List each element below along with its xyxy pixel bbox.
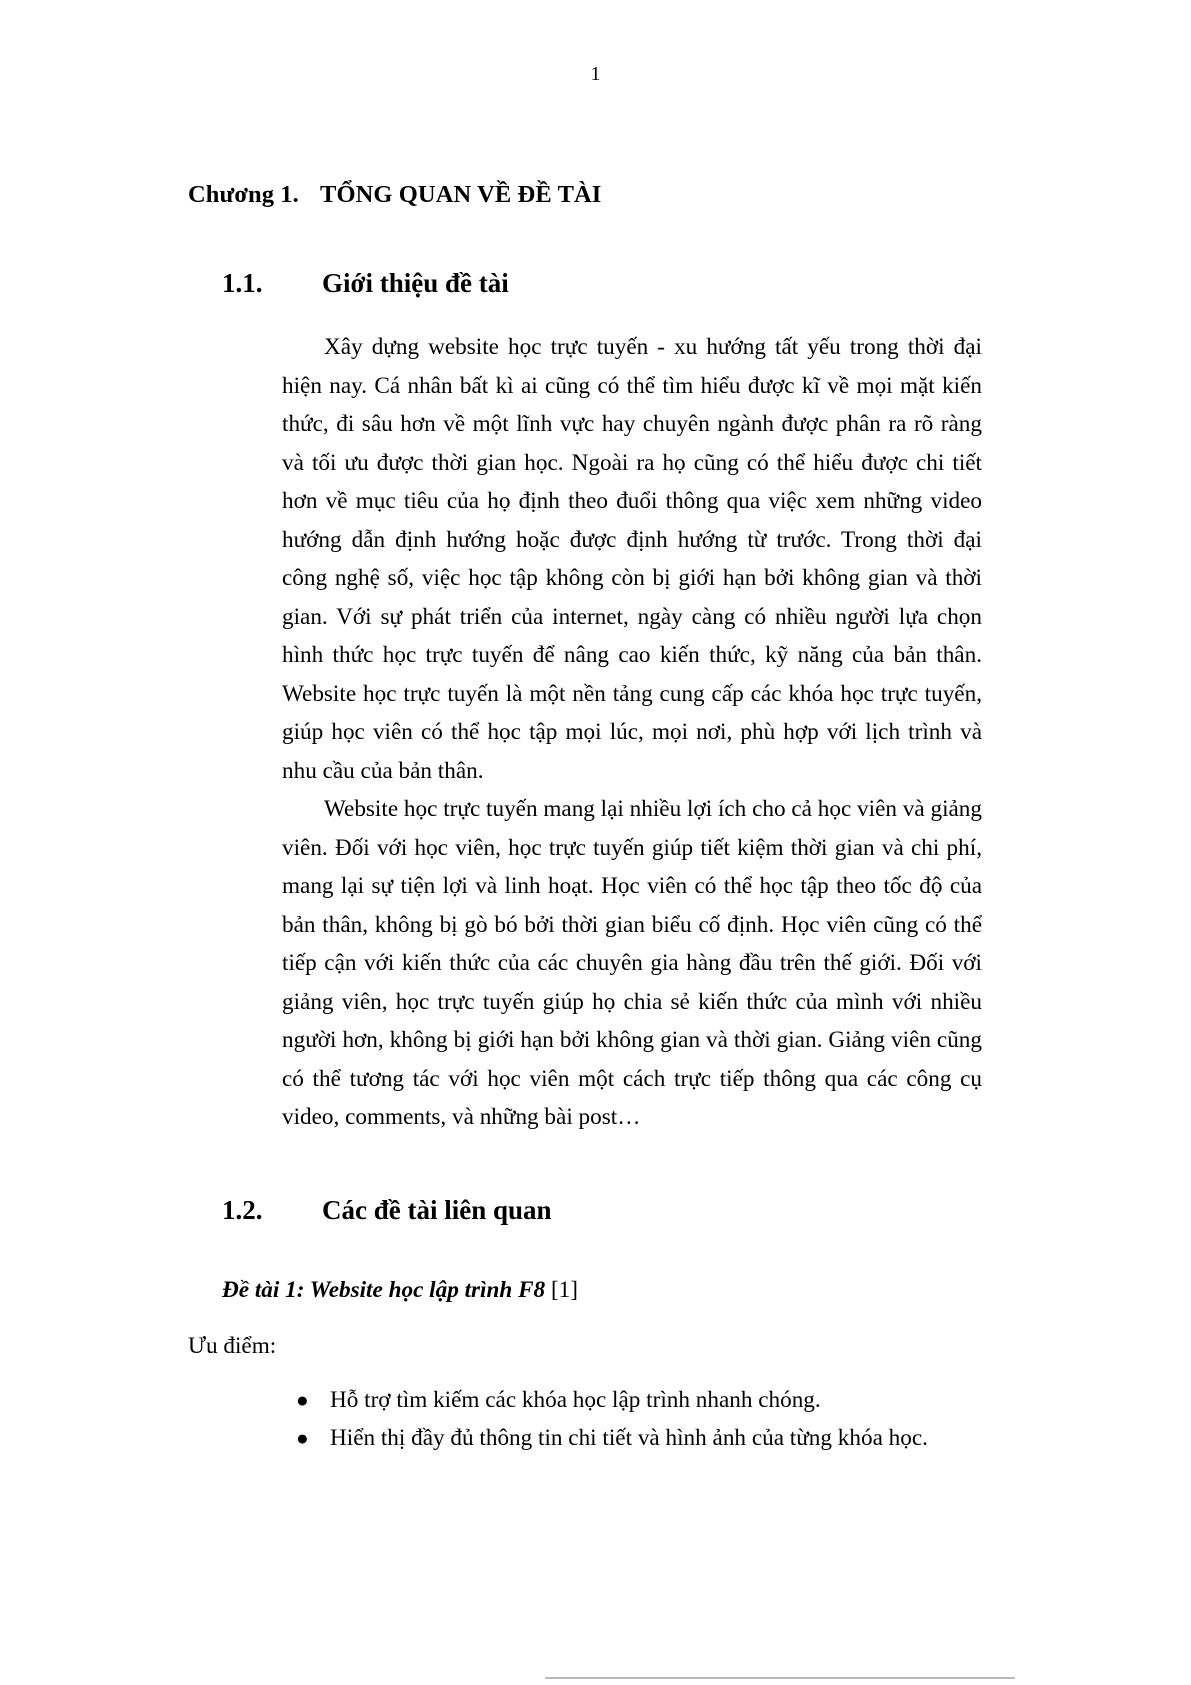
advantages-list xyxy=(188,1381,988,1457)
page-number: 1 xyxy=(590,63,601,85)
paragraph-1: Xây dựng website học trực tuyến - xu hướng tất yếu trong thời đại hiện nay. Cá nhân bất kì ai cũng có thể tìm hiểu được kĩ về mọi mặt kiến thức, đi sâu hơn về một lĩnh vực hay chuyên ngành được phân ra rõ ràng và tối ưu được thời gian học. Ngoài ra họ cũng có thể hiểu được chi tiết hơn về mục tiêu của họ định theo đuổi thông qua việc xem những video hướng dẫn định hướng hoặc được định hướng từ trước. Trong thời đại công nghệ số, việc học tập không còn bị giới hạn bởi không gian và thời gian. Với sự phát triển của internet, ngày càng có nhiều người lựa chọn hình thức học trực tuyến để nâng cao kiến thức, kỹ năng của bản thân. Website học trực tuyến là một nền tảng cung cấp các khóa học trực tuyến, giúp học viên có thể học tập mọi lúc, mọi nơi, phù hợp với lịch trình và nhu cầu của bản thân. xyxy=(282,334,982,784)
paragraph-2: Website học trực tuyến mang lại nhiều lợi ích cho cả học viên và giảng viên. Đối với học viên, học trực tuyến giúp tiết kiệm thời gian và chi phí, mang lại sự tiện lợi và linh hoạt. Học viên có thể học tập theo tốc độ của bản thân, không bị gò bó bởi thời gian biểu cố định. Học viên cũng có thể tiếp cận với kiến thức của các chuyên gia hàng đầu trên thế giới. Đối với giảng viên, học trực tuyến giúp họ chia sẻ kiến thức của mình với nhiều người hơn, không bị giới hạn bởi không gian và thời gian. Giảng viên cũng có thể tương tác với học viên một cách trực tiếp thông qua các công cụ video, comments, và những bài post… xyxy=(282,796,982,1130)
section-title-1-2: Các đề tài liên quan xyxy=(322,1194,552,1225)
list-item xyxy=(292,1381,988,1419)
reference-marker: [1] xyxy=(550,1276,578,1303)
topic-subheading xyxy=(222,1273,988,1307)
footer-divider xyxy=(545,1677,1015,1679)
chapter-heading xyxy=(188,180,988,210)
section-number-1-2: 1.2. xyxy=(222,1194,263,1225)
chapter-title: TỔNG QUAN VỀ ĐỀ TÀI xyxy=(320,181,602,208)
section-number-1-1: 1.1. xyxy=(222,268,263,298)
topic-subheading-text: Đề tài 1: Website học lập trình F8 xyxy=(222,1276,546,1303)
chapter-number: Chương 1. xyxy=(188,181,299,208)
list-item-text: Hỗ trợ tìm kiếm các khóa học lập trình nhanh chóng. xyxy=(330,1386,821,1413)
advantages-label: Ưu điểm: xyxy=(188,1332,277,1359)
section-heading-1-1 xyxy=(222,266,988,300)
bullet-icon: ● xyxy=(296,1387,309,1412)
list-item xyxy=(292,1419,988,1457)
page-content xyxy=(188,180,988,1457)
section-title-1-1: Giới thiệu đề tài xyxy=(322,268,509,298)
list-item-text: Hiển thị đầy đủ thông tin chi tiết và hình ảnh của từng khóa học. xyxy=(330,1424,928,1451)
section-heading-1-2 xyxy=(222,1193,988,1227)
bullet-icon: ● xyxy=(296,1425,309,1450)
